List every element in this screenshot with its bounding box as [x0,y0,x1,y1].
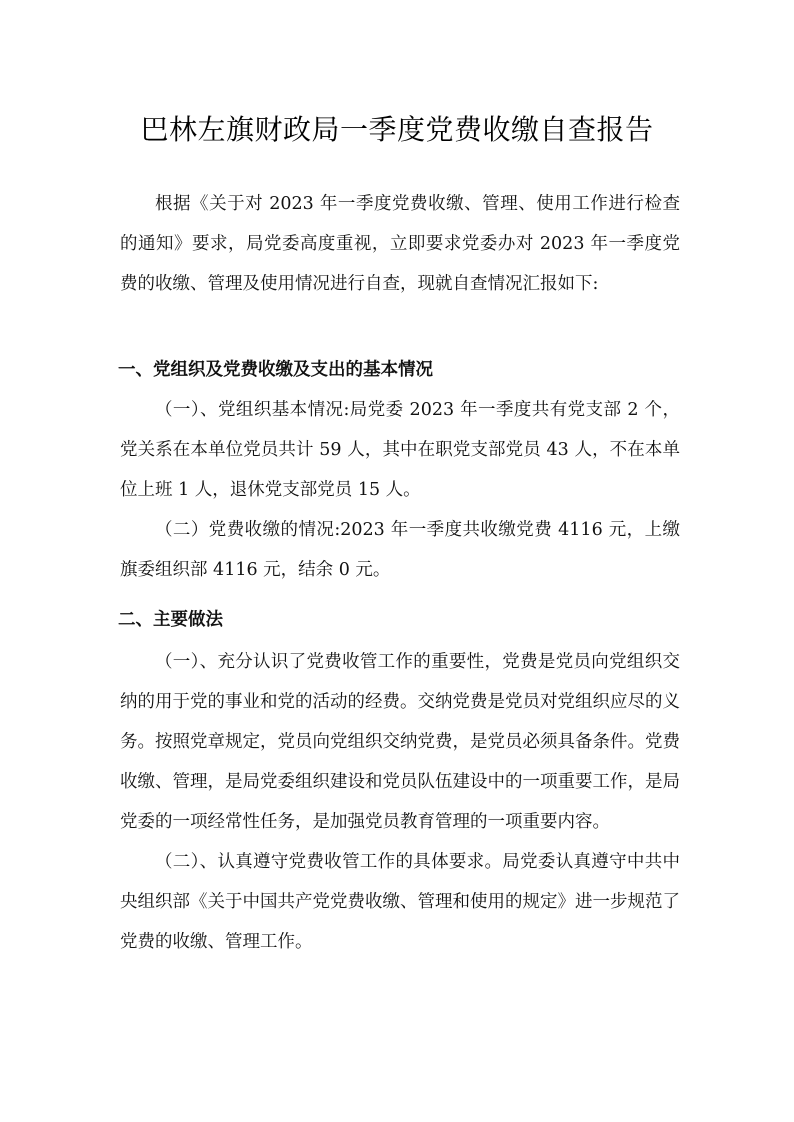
section-1-heading: 一、党组织及党费收缴及支出的基本情况 [118,360,433,380]
section-1-heading-block [120,350,680,390]
intro-section [120,184,680,304]
intro-paragraph: 根据《关于对 2023 年一季度党费收缴、管理、使用工作进行检查的通知》要求，局党委高度重视，立即要求党委办对 2023 年一季度党费的收缴、管理及使用情况进行自查，现就自查情况汇报如下: [120,194,680,294]
section-1-body [120,390,680,590]
section-2-paragraph-1: （一）、充分认识了党费收管工作的重要性，党费是党员向党组织交纳的用于党的事业和党的活动的经费。交纳党费是党员对党组织应尽的义务。按照党章规定，党员向党组织交纳党费，是党员必须具备条件。党费收缴、管理，是局党委组织建设和党员队伍建设中的一项重要工作，是局党委的一项经常性任务，是加强党员教育管理的一项重要内容。 [120,652,680,832]
section-1-paragraph-1: （一）、党组织基本情况:局党委 2023 年一季度共有党支部 2 个，党关系在本单位党员共计 59 人，其中在职党支部党员 43 人，不在本单位上班 1 人，退休党支部党员 15 人。 [120,400,680,500]
section-1-paragraph-2: （二）党费收缴的情况:2023 年一季度共收缴党费 4116 元，上缴旗委组织部 4116 元，结余 0 元。 [120,520,680,580]
section-2-heading-block [120,600,680,640]
section-2-heading: 二、主要做法 [118,610,223,630]
section-2-body [120,642,680,962]
document-title: 巴林左旗财政局一季度党费收缴自查报告 [140,113,654,146]
section-2-paragraph-2: （二）、认真遵守党费收管工作的具体要求。局党委认真遵守中共中央组织部《关于中国共产党党费收缴、管理和使用的规定》进一步规范了党费的收缴、管理工作。 [120,852,680,952]
